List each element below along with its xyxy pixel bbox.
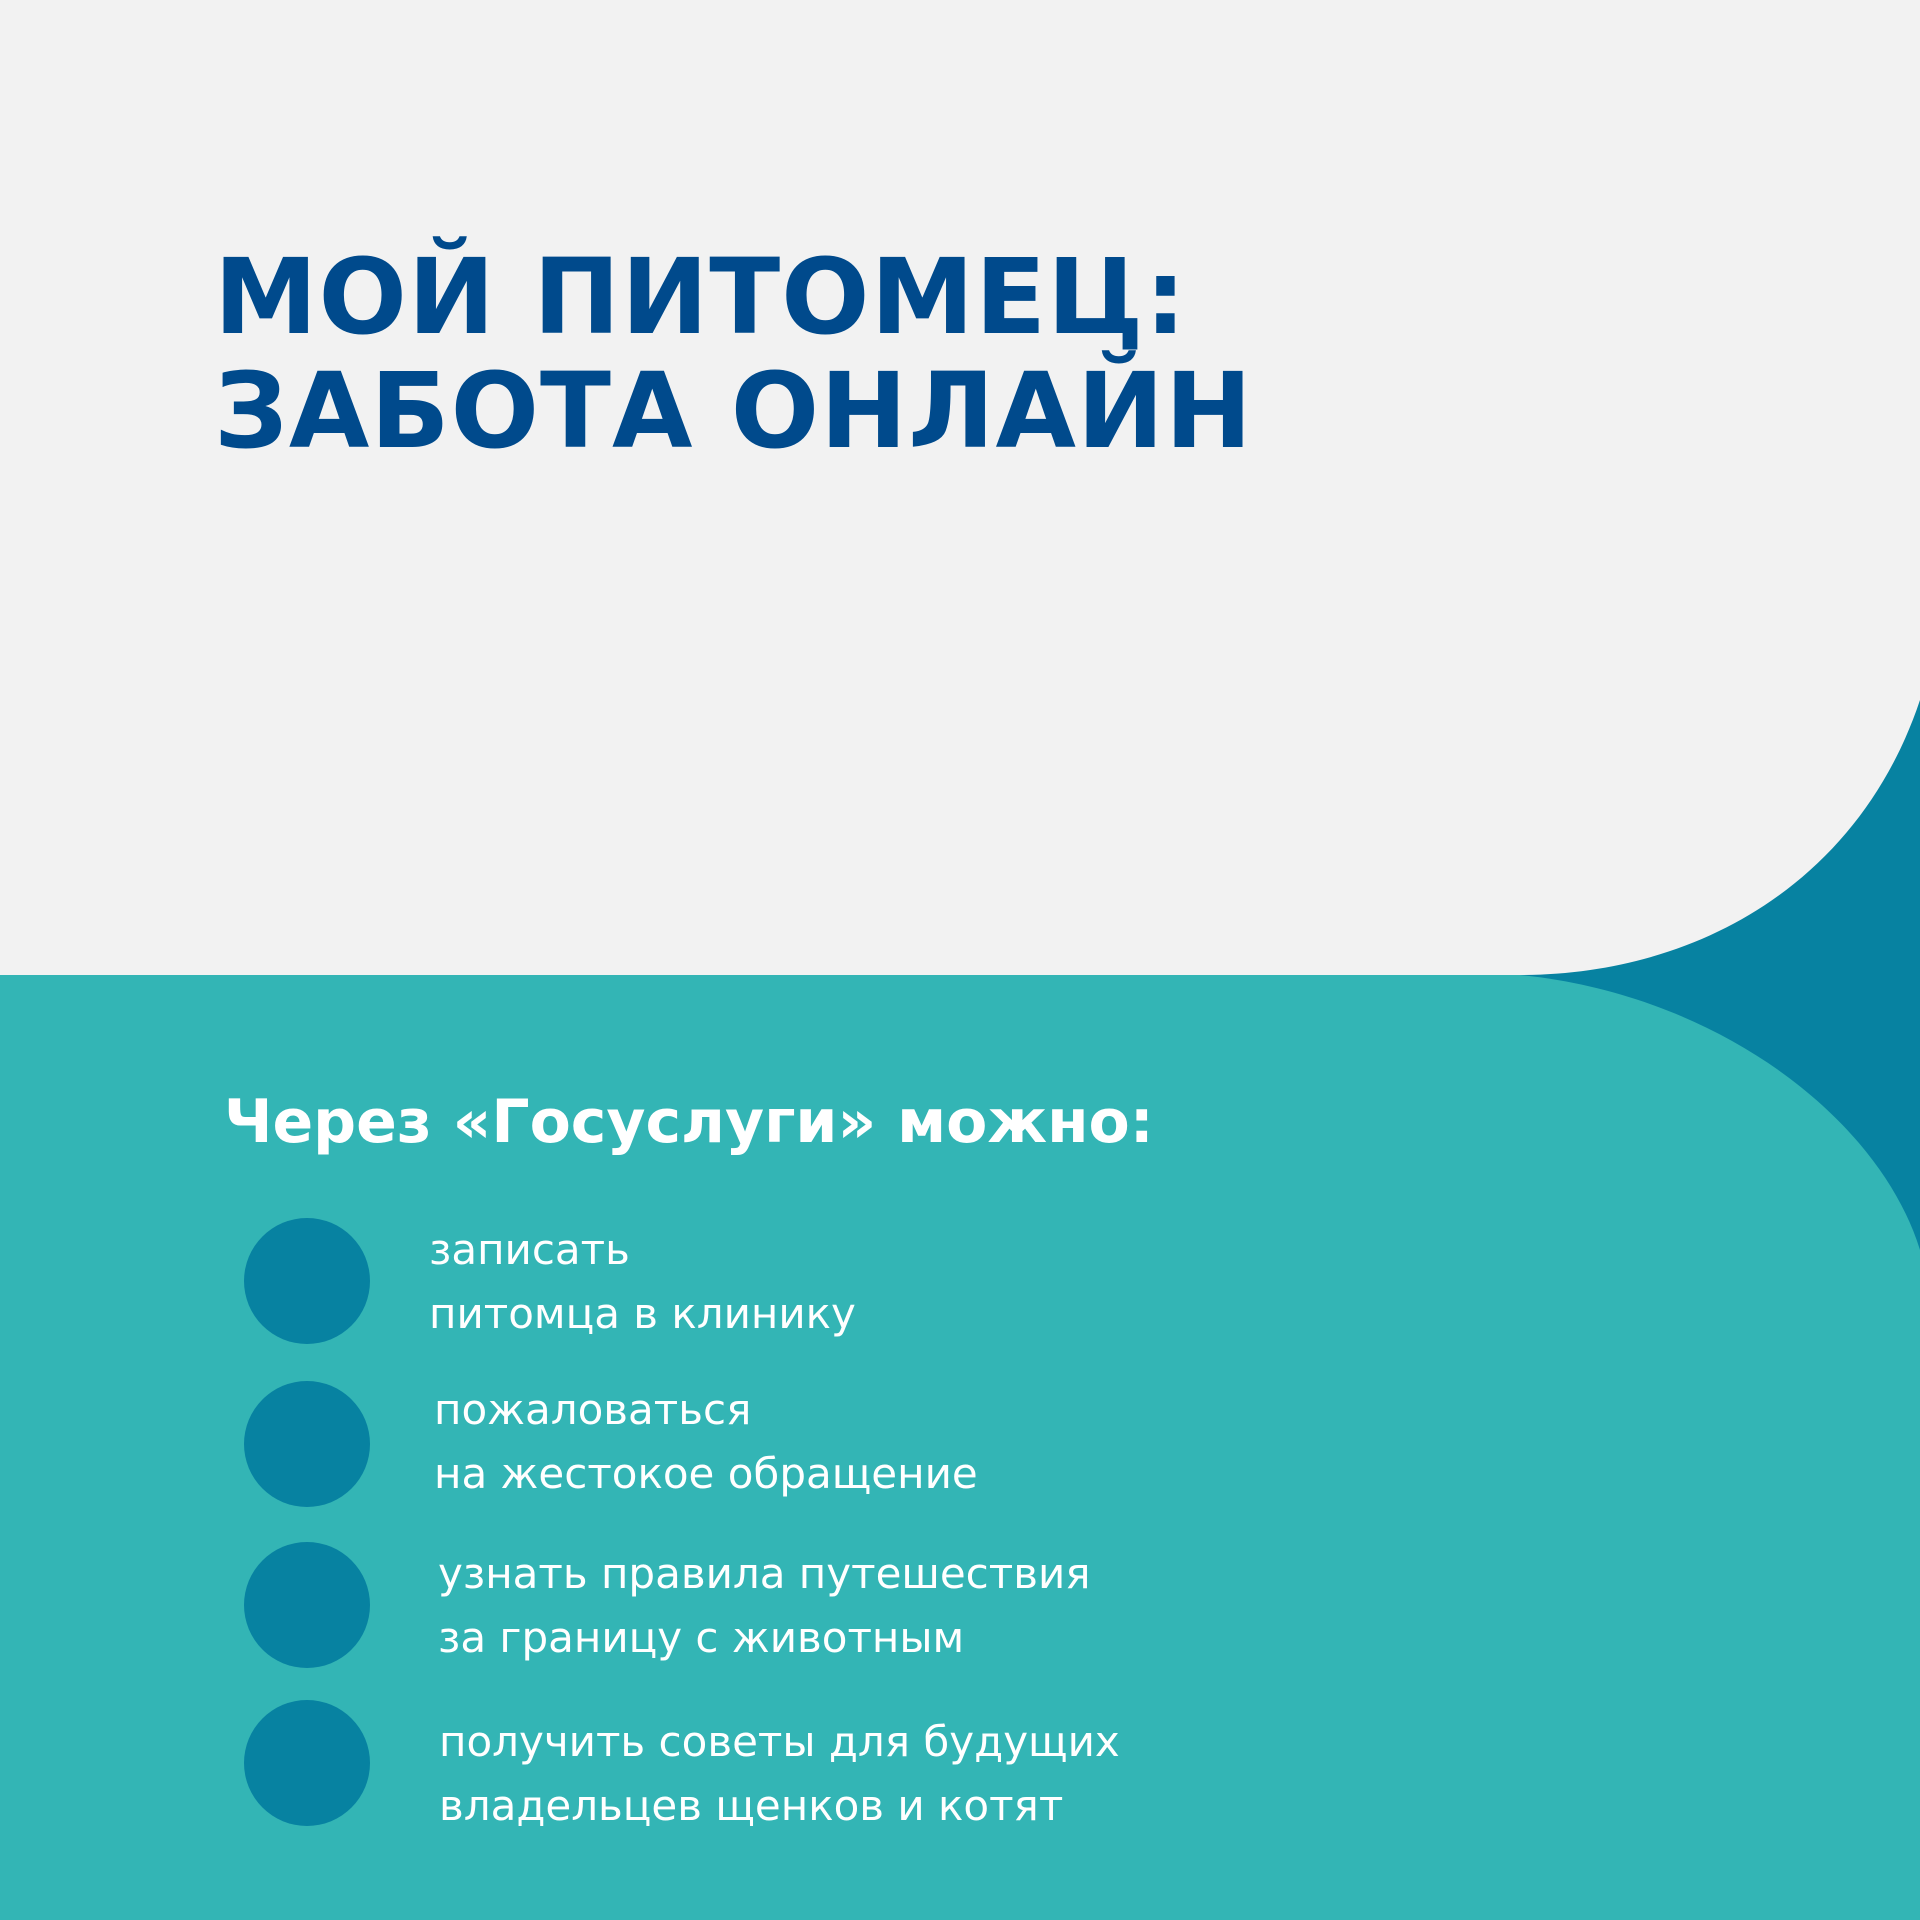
list-item-2-line-1: пожаловаться <box>434 1385 752 1434</box>
list-item-1-line-2: питомца в клинику <box>429 1289 856 1338</box>
list-item-2 <box>434 1378 978 1506</box>
bullet-circle-3 <box>244 1542 370 1668</box>
list-item-4-line-1: получить советы для будущих <box>439 1717 1120 1766</box>
title-line-2: ЗАБОТА ОНЛАЙН <box>214 350 1254 472</box>
bullet-circle-1 <box>244 1218 370 1344</box>
list-item-2-line-2: на жестокое обращение <box>434 1449 978 1498</box>
list-item-3 <box>438 1542 1091 1670</box>
list-item-1 <box>429 1218 856 1346</box>
bullet-circle-2 <box>244 1381 370 1507</box>
list-item-3-line-2: за границу с животным <box>438 1613 965 1662</box>
bullet-circle-4 <box>244 1700 370 1826</box>
list-item-1-line-1: записать <box>429 1225 630 1274</box>
list-item-3-line-1: узнать правила путешествия <box>438 1549 1091 1598</box>
subtitle: Через «Госуслуги» можно: <box>224 1087 1154 1157</box>
list-item-4 <box>439 1710 1120 1838</box>
title-line-1: МОЙ ПИТОМЕЦ: <box>214 236 1188 358</box>
list-item-4-line-2: владельцев щенков и котят <box>439 1781 1064 1830</box>
